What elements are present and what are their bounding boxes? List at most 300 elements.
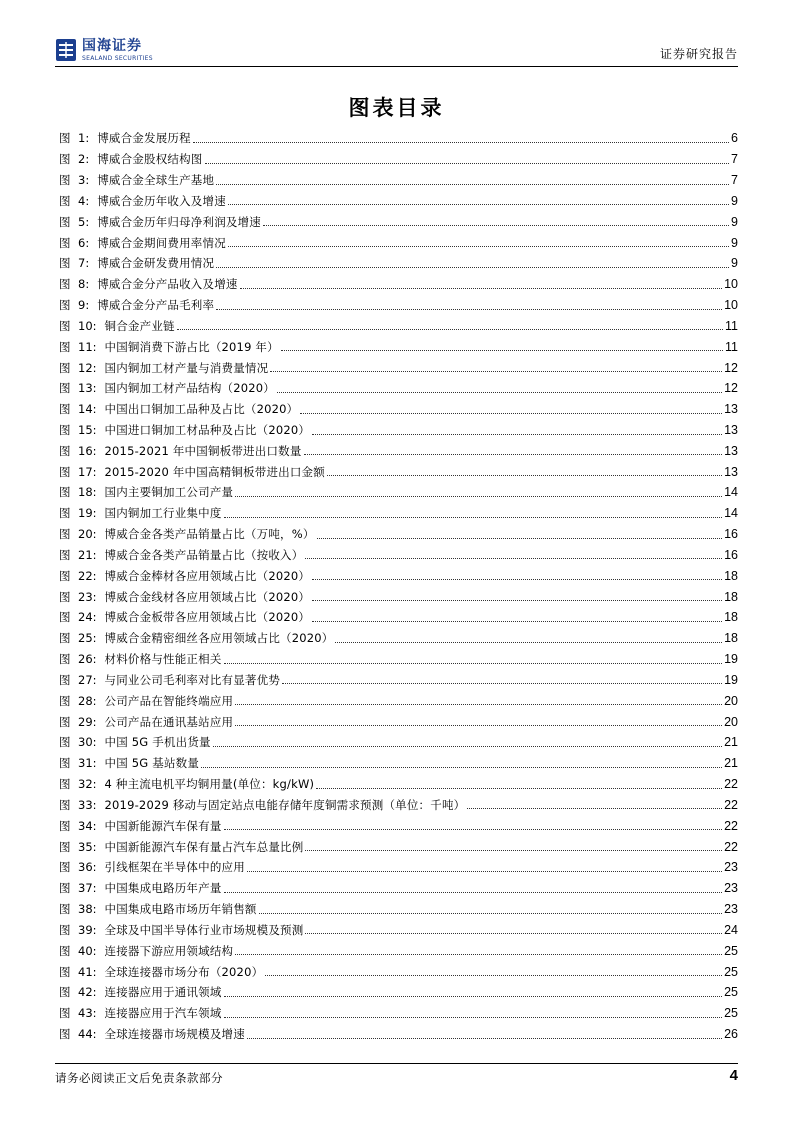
toc-figure-label: 图 — [59, 214, 71, 229]
toc-figure-label: 图 — [59, 485, 71, 500]
toc-page-number: 22 — [724, 818, 738, 833]
toc-figure-title: 国内铜加工行业集中度 — [104, 506, 222, 521]
toc-figure-title: 全球连接器市场分布（2020） — [104, 964, 264, 979]
toc-figure-title: 中国 5G 手机出货量 — [104, 735, 211, 750]
company-name-en: SEALAND SECURITIES — [82, 54, 153, 62]
toc-figure-label: 图 — [59, 1027, 71, 1042]
toc-figure-caption — [59, 214, 261, 230]
toc-entry[interactable] — [59, 524, 738, 545]
toc-figure-title: 博威合金线材各应用领域占比（2020） — [104, 589, 311, 604]
toc-figure-number: 11: — [78, 339, 97, 354]
toc-figure-title: 国内铜加工材产品结构（2020） — [104, 381, 275, 396]
toc-figure-title: 中国出口铜加工品种及占比（2020） — [104, 402, 299, 417]
toc-figure-number: 18: — [78, 485, 97, 500]
toc-figure-caption — [59, 526, 315, 542]
toc-page-number: 23 — [724, 902, 738, 917]
toc-figure-title: 博威合金全球生产基地 — [97, 173, 215, 188]
toc-page-number: 21 — [724, 735, 738, 750]
toc-dot-leader — [247, 871, 722, 872]
toc-figure-number: 1: — [78, 131, 90, 146]
toc-figure-label: 图 — [59, 985, 71, 1000]
toc-figure-label: 图 — [59, 631, 71, 646]
toc-dot-leader — [305, 558, 722, 559]
toc-figure-label: 图 — [59, 402, 71, 417]
toc-figure-number: 27: — [78, 672, 97, 687]
toc-entry[interactable] — [59, 670, 738, 691]
toc-entry[interactable] — [59, 232, 738, 253]
toc-figure-title: 与同业公司毛利率对比有显著优势 — [104, 672, 281, 687]
toc-figure-caption — [59, 151, 203, 167]
toc-entry[interactable] — [59, 919, 738, 940]
toc-entry[interactable] — [59, 815, 738, 836]
toc-figure-label: 图 — [59, 1006, 71, 1021]
toc-figure-caption — [59, 297, 214, 313]
toc-figure-number: 29: — [78, 714, 97, 729]
toc-figure-caption — [59, 651, 222, 667]
toc-dot-leader — [224, 892, 723, 893]
toc-figure-label: 图 — [59, 256, 71, 271]
toc-page-number: 19 — [724, 652, 738, 667]
toc-figure-label: 图 — [59, 964, 71, 979]
toc-figure-number: 24: — [78, 610, 97, 625]
toc-figure-label: 图 — [59, 173, 71, 188]
toc-page-number: 23 — [724, 881, 738, 896]
toc-figure-label: 图 — [59, 423, 71, 437]
toc-entry[interactable] — [59, 482, 738, 503]
toc-figure-title: 中国 5G 基站数量 — [104, 756, 200, 771]
toc-entry[interactable] — [59, 399, 738, 420]
toc-figure-number: 17: — [78, 464, 97, 479]
toc-entry[interactable] — [59, 899, 738, 920]
toc-entry[interactable] — [59, 732, 738, 753]
toc-figure-number: 23: — [78, 589, 97, 604]
toc-figure-title: 博威合金分产品毛利率 — [97, 298, 215, 313]
toc-dot-leader — [235, 704, 722, 705]
toc-figure-title: 博威合金分产品收入及增速 — [97, 277, 238, 292]
toc-dot-leader — [224, 663, 723, 664]
toc-figure-number: 2: — [78, 152, 90, 167]
page-header — [55, 36, 738, 67]
toc-figure-number: 38: — [78, 902, 97, 917]
toc-figure-number: 36: — [78, 860, 97, 875]
toc-dot-leader — [205, 163, 730, 164]
toc-page-number: 19 — [724, 672, 738, 687]
toc-figure-title: 连接器下游应用领域结构 — [104, 943, 234, 958]
toc-page-number: 9 — [731, 235, 738, 250]
toc-figure-number: 43: — [78, 1006, 97, 1021]
disclaimer-text: 请务必阅读正文后免责条款部分 — [55, 1071, 223, 1085]
toc-figure-number: 14: — [78, 402, 97, 417]
toc-figure-label: 图 — [59, 547, 71, 562]
toc-figure-caption — [59, 484, 233, 500]
toc-figure-caption — [59, 818, 222, 834]
toc-page-number: 18 — [724, 568, 738, 583]
toc-figure-caption — [59, 964, 263, 980]
toc-page-number: 16 — [724, 547, 738, 562]
toc-figure-label: 图 — [59, 464, 71, 479]
toc-figure-caption — [59, 714, 233, 730]
toc-figure-label: 图 — [59, 672, 71, 687]
toc-entry[interactable] — [59, 1024, 738, 1045]
toc-entry[interactable] — [59, 315, 738, 336]
toc-page-number: 12 — [724, 381, 738, 396]
toc-figure-label: 图 — [59, 735, 71, 750]
toc-figure-caption — [59, 380, 275, 396]
toc-dot-leader — [312, 434, 722, 435]
toc-figure-number: 12: — [78, 360, 97, 375]
toc-figure-label: 图 — [59, 152, 71, 167]
toc-entry[interactable] — [59, 357, 738, 378]
toc-figure-label: 图 — [59, 610, 71, 625]
toc-figure-label: 图 — [59, 902, 71, 917]
toc-figure-label: 图 — [59, 277, 71, 292]
toc-page-number: 20 — [724, 714, 738, 729]
toc-page-number: 16 — [724, 527, 738, 542]
toc-figure-label: 图 — [59, 881, 71, 896]
toc-figure-caption — [59, 630, 333, 646]
toc-figure-caption — [59, 755, 199, 771]
toc-entry[interactable] — [59, 149, 738, 170]
toc-figure-title: 国内铜加工材产量与消费量情况 — [104, 360, 269, 375]
toc-page-number: 13 — [724, 464, 738, 479]
report-type-label: 证券研究报告 — [659, 47, 738, 61]
toc-page-number: 11 — [725, 339, 738, 354]
toc-figure-title: 全球连接器市场规模及增速 — [104, 1027, 245, 1042]
toc-dot-leader — [305, 850, 722, 851]
toc-figure-number: 21: — [78, 547, 97, 562]
toc-figure-label: 图 — [59, 568, 71, 583]
toc-figure-label: 图 — [59, 818, 71, 833]
toc-entry[interactable] — [59, 190, 738, 211]
toc-entry[interactable] — [59, 711, 738, 732]
toc-dot-leader — [216, 309, 722, 310]
toc-dot-leader — [277, 392, 722, 393]
toc-dot-leader — [216, 267, 729, 268]
company-logo — [55, 36, 153, 64]
toc-figure-caption — [59, 547, 303, 563]
toc-page-number: 9 — [731, 193, 738, 208]
toc-entry[interactable] — [59, 607, 738, 628]
toc-figure-number: 19: — [78, 506, 97, 521]
toc-dot-leader — [228, 204, 729, 205]
toc-entry[interactable] — [59, 503, 738, 524]
toc-page-number: 22 — [724, 797, 738, 812]
company-name-cn: 国海证券 — [82, 37, 142, 54]
toc-figure-caption — [59, 880, 222, 896]
toc-figure-caption — [59, 672, 280, 688]
toc-figure-caption — [59, 130, 191, 146]
toc-figure-number: 10: — [78, 318, 97, 333]
toc-figure-label: 图 — [59, 839, 71, 854]
toc-figure-label: 图 — [59, 652, 71, 667]
toc-figure-label: 图 — [59, 797, 71, 812]
toc-dot-leader — [224, 996, 723, 997]
toc-figure-caption — [59, 984, 222, 1000]
page-number: 4 — [729, 1067, 738, 1084]
toc-figure-label: 图 — [59, 714, 71, 729]
toc-dot-leader — [235, 725, 722, 726]
toc-dot-leader — [305, 933, 722, 934]
toc-page-number: 25 — [724, 1006, 738, 1021]
toc-entry[interactable] — [59, 836, 738, 857]
figure-toc-list — [59, 128, 738, 1044]
toc-figure-title: 连接器应用于通讯领域 — [104, 985, 222, 1000]
toc-dot-leader — [265, 975, 722, 976]
toc-entry[interactable] — [59, 295, 738, 316]
toc-dot-leader — [235, 954, 722, 955]
toc-entry[interactable] — [59, 545, 738, 566]
toc-figure-caption — [59, 339, 279, 355]
toc-page-number: 14 — [724, 485, 738, 500]
toc-page-number: 26 — [724, 1027, 738, 1042]
toc-figure-number: 7: — [78, 256, 90, 271]
toc-dot-leader — [224, 829, 723, 830]
toc-figure-caption — [59, 422, 310, 438]
toc-figure-number: 31: — [78, 756, 97, 771]
toc-entry[interactable] — [59, 795, 738, 816]
toc-entry[interactable] — [59, 274, 738, 295]
toc-figure-number: 8: — [78, 277, 90, 292]
toc-entry[interactable] — [59, 420, 738, 441]
toc-entry[interactable] — [59, 461, 738, 482]
toc-figure-number: 37: — [78, 881, 97, 896]
toc-dot-leader — [316, 788, 722, 789]
toc-dot-leader — [327, 475, 722, 476]
toc-figure-number: 15: — [78, 423, 97, 437]
page-footer — [55, 1063, 738, 1090]
toc-figure-number: 42: — [78, 985, 97, 1000]
toc-figure-title: 中国铜消费下游占比（2019 年） — [104, 339, 279, 354]
toc-page-number: 10 — [724, 277, 738, 292]
toc-dot-leader — [263, 225, 729, 226]
toc-figure-title: 材料价格与性能正相关 — [104, 652, 222, 667]
toc-figure-title: 国内主要铜加工公司产量 — [104, 485, 234, 500]
toc-figure-caption — [59, 505, 222, 521]
toc-figure-title: 博威合金各类产品销量占比（按收入） — [104, 547, 304, 562]
toc-figure-caption — [59, 943, 233, 959]
toc-page-number: 25 — [724, 943, 738, 958]
toc-dot-leader — [235, 496, 722, 497]
toc-page-number: 23 — [724, 860, 738, 875]
toc-figure-caption — [59, 568, 310, 584]
toc-figure-caption — [59, 255, 214, 271]
toc-page-number: 24 — [724, 922, 738, 937]
toc-dot-leader — [216, 184, 729, 185]
toc-dot-leader — [259, 913, 722, 914]
toc-dot-leader — [201, 767, 722, 768]
toc-figure-caption — [59, 734, 211, 750]
toc-figure-title: 中国进口铜加工材品种及占比（2020） — [104, 423, 311, 437]
toc-page-number: 9 — [731, 256, 738, 271]
toc-page-number: 7 — [731, 152, 738, 167]
toc-figure-number: 25: — [78, 631, 97, 646]
toc-figure-number: 4: — [78, 193, 90, 208]
toc-figure-label: 图 — [59, 298, 71, 313]
toc-figure-number: 5: — [78, 214, 90, 229]
toc-figure-caption — [59, 1026, 245, 1042]
toc-figure-number: 34: — [78, 818, 97, 833]
toc-dot-leader — [228, 246, 729, 247]
toc-dot-leader — [224, 517, 723, 518]
toc-page-number: 13 — [724, 402, 738, 417]
toc-figure-title: 2015-2021 年中国铜板带进出口数量 — [104, 443, 302, 458]
toc-figure-number: 32: — [78, 777, 97, 792]
toc-figure-label: 图 — [59, 360, 71, 375]
toc-figure-number: 22: — [78, 568, 97, 583]
toc-entry[interactable] — [59, 628, 738, 649]
toc-figure-caption — [59, 360, 268, 376]
toc-figure-caption — [59, 589, 310, 605]
toc-entry[interactable] — [59, 961, 738, 982]
toc-figure-caption — [59, 276, 238, 292]
toc-entry[interactable] — [59, 982, 738, 1003]
toc-page-number: 25 — [724, 964, 738, 979]
toc-figure-caption — [59, 401, 298, 417]
toc-figure-number: 28: — [78, 693, 97, 708]
toc-figure-label: 图 — [59, 506, 71, 521]
toc-figure-title: 2019-2029 移动与固定站点电能存储年度铜需求预测（单位：千吨） — [104, 797, 466, 812]
toc-figure-label: 图 — [59, 131, 71, 146]
toc-page-number: 13 — [724, 423, 738, 437]
toc-entry[interactable] — [59, 253, 738, 274]
toc-figure-title: 引线框架在半导体中的应用 — [104, 860, 245, 875]
toc-figure-title: 博威合金股权结构图 — [97, 152, 203, 167]
toc-entry[interactable] — [59, 378, 738, 399]
toc-figure-caption — [59, 193, 226, 209]
toc-figure-caption — [59, 609, 310, 625]
toc-dot-leader — [467, 808, 722, 809]
toc-figure-number: 40: — [78, 943, 97, 958]
toc-page-number: 25 — [724, 985, 738, 1000]
toc-figure-title: 博威合金棒材各应用领域占比（2020） — [104, 568, 311, 583]
toc-figure-title: 中国集成电路历年产量 — [104, 881, 222, 896]
toc-page-number: 9 — [731, 214, 738, 229]
toc-figure-label: 图 — [59, 756, 71, 771]
toc-figure-label: 图 — [59, 193, 71, 208]
toc-figure-number: 9: — [78, 298, 90, 313]
toc-figure-title: 博威合金精密细丝各应用领域占比（2020） — [104, 631, 334, 646]
toc-dot-leader — [247, 1038, 722, 1039]
toc-figure-label: 图 — [59, 527, 71, 542]
toc-figure-label: 图 — [59, 693, 71, 708]
toc-figure-title: 中国集成电路市场历年销售额 — [104, 902, 257, 917]
toc-figure-label: 图 — [59, 381, 71, 396]
toc-dot-leader — [282, 683, 722, 684]
toc-dot-leader — [213, 746, 722, 747]
toc-figure-label: 图 — [59, 235, 71, 250]
toc-figure-number: 35: — [78, 839, 97, 854]
toc-entry[interactable] — [59, 690, 738, 711]
toc-entry[interactable] — [59, 440, 738, 461]
toc-figure-title: 连接器应用于汽车领域 — [104, 1006, 222, 1021]
toc-page-number: 22 — [724, 839, 738, 854]
page-title: 图表目录 — [348, 96, 445, 120]
toc-dot-leader — [300, 413, 722, 414]
toc-page-number: 6 — [731, 131, 738, 146]
toc-figure-title: 博威合金历年收入及增速 — [97, 193, 226, 208]
toc-page-number: 18 — [724, 589, 738, 604]
toc-entry[interactable] — [59, 565, 738, 586]
toc-entry[interactable] — [59, 774, 738, 795]
toc-dot-leader — [270, 371, 722, 372]
toc-figure-caption — [59, 318, 175, 334]
toc-figure-caption — [59, 443, 302, 459]
toc-dot-leader — [193, 142, 729, 143]
toc-figure-title: 中国新能源汽车保有量 — [104, 818, 222, 833]
toc-figure-number: 41: — [78, 964, 97, 979]
toc-figure-caption — [59, 464, 325, 480]
toc-entry[interactable] — [59, 649, 738, 670]
toc-dot-leader — [177, 329, 723, 330]
toc-figure-caption — [59, 839, 303, 855]
toc-figure-label: 图 — [59, 318, 71, 333]
toc-entry[interactable] — [59, 128, 738, 149]
toc-figure-number: 44: — [78, 1027, 97, 1042]
toc-figure-caption — [59, 797, 465, 813]
toc-figure-title: 博威合金各类产品销量占比（万吨，%） — [104, 527, 315, 542]
toc-page-number: 22 — [724, 777, 738, 792]
toc-page-number: 20 — [724, 693, 738, 708]
toc-figure-label: 图 — [59, 777, 71, 792]
toc-entry[interactable] — [59, 170, 738, 191]
toc-entry[interactable] — [59, 586, 738, 607]
toc-entry[interactable] — [59, 336, 738, 357]
toc-figure-label: 图 — [59, 339, 71, 354]
toc-figure-number: 20: — [78, 527, 97, 542]
toc-entry[interactable] — [59, 211, 738, 232]
toc-figure-caption — [59, 776, 314, 792]
toc-figure-label: 图 — [59, 922, 71, 937]
toc-dot-leader — [312, 579, 722, 580]
toc-entry[interactable] — [59, 940, 738, 961]
toc-dot-leader — [312, 600, 722, 601]
toc-figure-caption — [59, 172, 214, 188]
toc-page-number: 11 — [725, 318, 738, 333]
toc-figure-title: 公司产品在通讯基站应用 — [104, 714, 234, 729]
toc-page-number: 14 — [724, 506, 738, 521]
toc-figure-title: 博威合金板带各应用领域占比（2020） — [104, 610, 311, 625]
toc-figure-caption — [59, 922, 303, 938]
toc-figure-title: 博威合金期间费用率情况 — [97, 235, 226, 250]
toc-dot-leader — [281, 350, 723, 351]
toc-figure-number: 30: — [78, 735, 97, 750]
toc-entry[interactable] — [59, 878, 738, 899]
toc-figure-caption — [59, 235, 226, 251]
toc-entry[interactable] — [59, 1003, 738, 1024]
toc-figure-caption — [59, 901, 257, 917]
toc-page-number: 21 — [724, 756, 738, 771]
toc-entry[interactable] — [59, 753, 738, 774]
toc-page-number: 18 — [724, 610, 738, 625]
toc-dot-leader — [317, 538, 723, 539]
toc-figure-title: 博威合金发展历程 — [97, 131, 191, 146]
toc-figure-title: 公司产品在智能终端应用 — [104, 693, 234, 708]
sealand-logo-icon — [55, 38, 77, 62]
toc-figure-number: 6: — [78, 235, 90, 250]
toc-page-number: 10 — [724, 298, 738, 313]
toc-figure-number: 26: — [78, 652, 97, 667]
toc-dot-leader — [240, 288, 722, 289]
toc-figure-title: 博威合金历年归母净利润及增速 — [97, 214, 262, 229]
toc-figure-label: 图 — [59, 589, 71, 604]
toc-figure-title: 全球及中国半导体行业市场规模及预测 — [104, 922, 304, 937]
toc-entry[interactable] — [59, 857, 738, 878]
toc-page-number: 18 — [724, 631, 738, 646]
toc-figure-caption — [59, 1005, 222, 1021]
toc-figure-title: 中国新能源汽车保有量占汽车总量比例 — [104, 839, 304, 854]
toc-dot-leader — [304, 454, 723, 455]
toc-figure-title: 4 种主流电机平均铜用量(单位：kg/kW) — [104, 777, 315, 792]
